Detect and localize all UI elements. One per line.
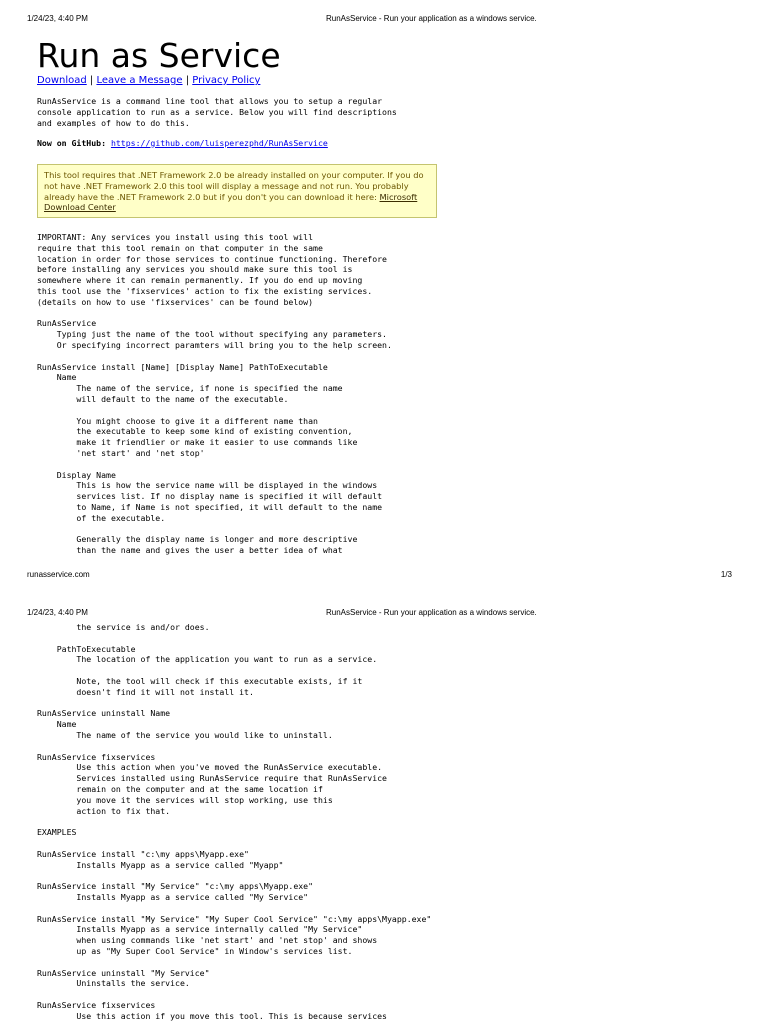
nav-separator: | (182, 75, 193, 86)
leave-message-link[interactable]: Leave a Message (96, 75, 183, 86)
usage-text-page1: IMPORTANT: Any services you install using this tool will require that this tool remain on that computer in the same location in order for those services to continue functioning. Therefore before installing any services you should make sure this tool is somewhere where it can remain permanently. If you do end up moving this tool use the 'fixservices' action to fix the existing services. (details on how to use 'fixservices' can be found below) RunAsService Typing just the name of the tool without specifying any parameters. Or specifying incorrect paramters will bring you to the help screen. RunAsService install [Name] [Display Name] PathToExecutable Name The name of the service, if none is specified the name will default to the name of the executable. You might choose to give it a different name than the executable to keep some kind of existing convention, make it friendlier or make it easier to use commands like 'net start' and 'net stop' Display Name This is how the service name will be displayed in the windows services list. If no display name is specified it will default to Name, if Name is not specified, it will default to the name of the executable. Generally the display name is longer and more descriptive than the name and gives the user a better idea of what (37, 232, 392, 556)
requirements-notice (37, 164, 437, 218)
page-title: Run as Service (37, 36, 281, 75)
github-line (37, 138, 328, 149)
print-doc-title: RunAsService - Run your application as a windows service. (326, 608, 537, 617)
print-footer (0, 570, 768, 582)
print-datetime: 1/24/23, 4:40 PM (27, 608, 88, 617)
print-header (0, 14, 768, 28)
github-label: Now on GitHub: (37, 138, 107, 148)
print-datetime: 1/24/23, 4:40 PM (27, 14, 88, 23)
privacy-policy-link[interactable]: Privacy Policy (192, 75, 261, 86)
notice-text: This tool requires that .NET Framework 2.0 be already installed on your computer. If you do not have .NET Framework 2.0 this tool will display a message and not run. You probably already have the .NET Framework 2.0 but if you don't you can download it here: (44, 170, 424, 202)
download-link[interactable]: Download (37, 75, 87, 86)
print-site: runasservice.com (27, 570, 90, 579)
print-doc-title: RunAsService - Run your application as a windows service. (326, 14, 537, 23)
intro-text: RunAsService is a command line tool that allows you to setup a regular console application to run as a service. Below you will find descriptions and examples of how to do this. (37, 96, 397, 128)
nav-separator: | (86, 75, 97, 86)
github-link[interactable]: https://github.com/luisperezphd/RunAsService (110, 138, 328, 148)
print-page-number: 1/3 (720, 570, 732, 579)
nav-links (37, 75, 260, 86)
print-header-page2 (0, 608, 768, 622)
usage-text-page2: the service is and/or does. PathToExecutable The location of the application you want to run as a service. Note, the tool will check if this executable exists, if it doesn't find it will not install it. RunAsService uninstall Name Name The name of the service you would like to uninstall. RunAsService fixservices Use this action when you've moved the RunAsService executable. Services installed using RunAsService require that RunAsService remain on the computer and at the same location if you move it the services will stop working, use this action to fix that. EXAMPLES RunAsService install "c:\my apps\Myapp.exe" Installs Myapp as a service called "Myapp" RunAsService install "My Service" "c:\my apps\Myapp.exe" Installs Myapp as a service called "My Service" RunAsService install "My Service" "My Super Cool Service" "c:\my apps\Myapp.exe" Installs Myapp as a service internally called "My Service" when using commands like 'net start' and 'net stop' and shows up as "My Super Cool Service" in Window's services list. RunAsService uninstall "My Service" Uninstalls the service. RunAsService fixservices Use this action if you move this tool. This is because services (37, 622, 432, 1021)
microsoft-download-link[interactable]: Microsoft Download Center (44, 191, 418, 213)
